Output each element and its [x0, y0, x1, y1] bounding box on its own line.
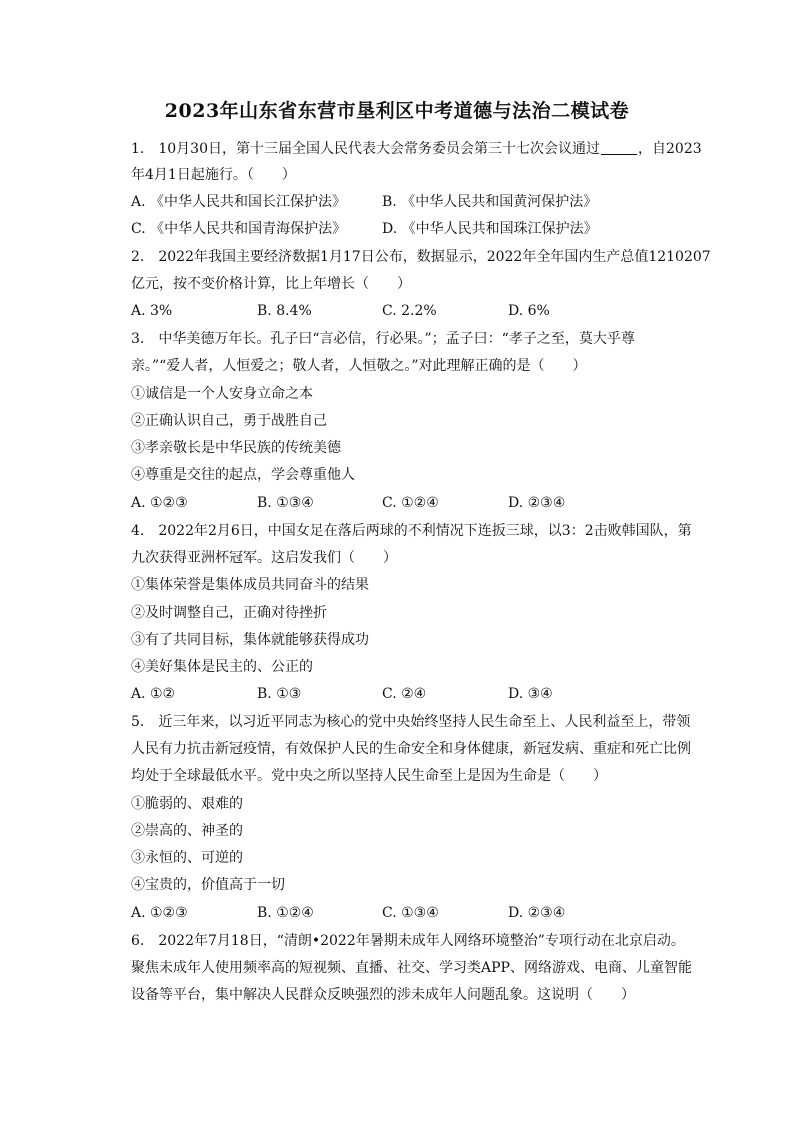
q3-option-a: A. ①②③: [131, 495, 188, 511]
q1-options-row1: [131, 192, 691, 212]
q4-item-4: ④美好集体是民主的、公正的: [131, 659, 313, 675]
q1-option-d: D. 《中华人民共和国珠江保护法》: [382, 221, 598, 237]
q1-stem-text-b: ，自2023: [638, 141, 702, 157]
q6-stem-line2: 聚焦未成年人使用频率高的短视频、直播、社交、学习类APP、网络游戏、电商、儿童智能: [131, 960, 692, 976]
q4-stem-line1: 4. 2022年2月6日，中国女足在落后两球的不利情况下连扳三球，以3：2击败韩国队，第: [131, 523, 692, 539]
q5-item-2: ②崇高的、神圣的: [131, 823, 243, 839]
q5-item-3: ③永恒的、可逆的: [131, 850, 243, 866]
q2-option-a: A. 3%: [131, 303, 173, 319]
q1-option-a: A. 《中华人民共和国长江保护法》: [131, 194, 347, 210]
q4-option-d: D. ③④: [508, 686, 553, 702]
q1-stem-text-a: 1. 10月30日，第十三届全国人民代表大会常务委员会第三十七次会议通过: [131, 141, 600, 157]
q5-item-1: ①脆弱的、艰难的: [131, 796, 243, 812]
q1-stem-line2: 年4月1日起施行。（ ）: [131, 167, 296, 183]
q3-option-b: B. ①③④: [257, 495, 314, 511]
q3-stem-line1: 3. 中华美德万年长。孔子曰“言必信，行必果。”；孟子曰：“孝子之至，莫大乎尊: [131, 331, 635, 347]
q4-item-1: ①集体荣誉是集体成员共同奋斗的结果: [131, 577, 369, 593]
q5-stem-line3: 均处于全球最低水平。党中央之所以坚持人民生命至上是因为生命是（ ）: [131, 768, 607, 784]
q1-stem-line1: [131, 139, 702, 159]
q2-option-d: D. 6%: [508, 303, 550, 319]
q3-item-3: ③孝亲敬长是中华民族的传统美德: [131, 440, 341, 456]
q4-stem-line2: 九次获得亚洲杯冠军。这启发我们（ ）: [131, 550, 397, 566]
q4-option-a: A. ①②: [131, 686, 176, 702]
q3-stem-line2: 亲。”“爱人者，人恒爱之；敬人者，人恒敬之。”对此理解正确的是（ ）: [131, 358, 587, 374]
q5-option-b: B. ①②④: [257, 905, 314, 921]
q4-item-2: ②及时调整自己，正确对待挫折: [131, 605, 327, 621]
q2-stem-line1: 2. 2022年我国主要经济数据1月17日公布，数据显示，2022年全年国内生产总值1210207: [131, 249, 711, 265]
q3-item-4: ④尊重是交往的起点，学会尊重他人: [131, 467, 355, 483]
q4-item-3: ③有了共同目标，集体就能够获得成功: [131, 632, 369, 648]
q1-options-row2: [131, 219, 691, 239]
q2-options: [131, 301, 691, 321]
q3-option-d: D. ②③④: [508, 495, 566, 511]
q5-option-c: C. ①③④: [382, 905, 439, 921]
q3-item-2: ②正确认识自己，勇于战胜自己: [131, 413, 327, 429]
q3-option-c: C. ①②④: [382, 495, 439, 511]
q3-options: [131, 493, 691, 513]
q5-stem-line2: 人民有力抗击新冠疫情，有效保护人民的生命安全和身体健康，新冠发病、重症和死亡比例: [131, 741, 691, 757]
q2-option-b: B. 8.4%: [257, 303, 312, 319]
q1-option-b: B. 《中华人民共和国黄河保护法》: [382, 194, 598, 210]
q5-option-a: A. ①②③: [131, 905, 188, 921]
q4-option-b: B. ①③: [257, 686, 302, 702]
q5-option-d: D. ②③④: [508, 905, 566, 921]
q3-item-1: ①诚信是一个人安身立命之本: [131, 386, 313, 402]
q1-option-c: C. 《中华人民共和国青海保护法》: [131, 221, 347, 237]
q2-stem-line2: 亿元，按不变价格计算，比上年增长（ ）: [131, 276, 411, 292]
q5-options: [131, 903, 691, 923]
q4-option-c: C. ②④: [382, 686, 427, 702]
q2-option-c: C. 2.2%: [382, 303, 437, 319]
q6-stem-line1: 6. 2022年7月18日，“清朗•2022年暑期未成年人网络环境整治”专项行动在北京启动。: [131, 933, 685, 949]
fill-blank: [601, 140, 637, 155]
page-title: 2023年山东省东营市垦利区中考道德与法治二模试卷: [164, 100, 630, 122]
q4-options: [131, 684, 691, 704]
q6-stem-line3: 设备等平台，集中解决人民群众反映强烈的涉未成年人问题乱象。这说明（ ）: [131, 987, 635, 1003]
q5-item-4: ④宝贵的，价值高于一切: [131, 877, 285, 893]
q5-stem-line1: 5. 近三年来，以习近平同志为核心的党中央始终坚持人民生命至上、人民利益至上，带领: [131, 714, 691, 730]
